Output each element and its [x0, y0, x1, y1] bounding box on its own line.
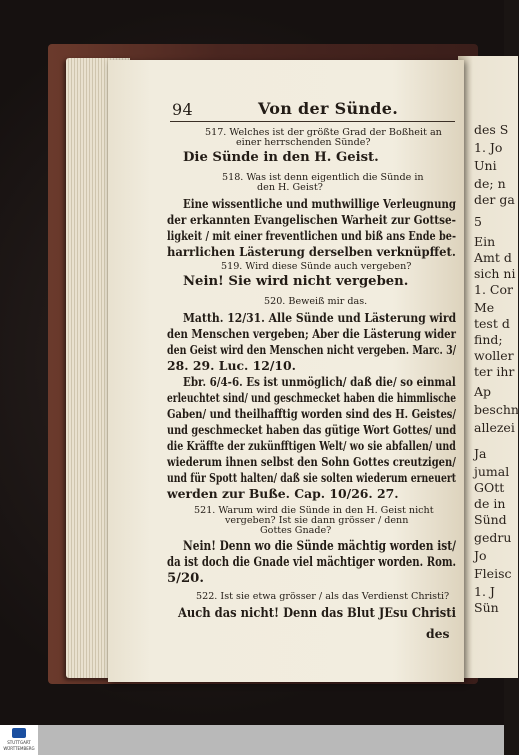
facing-text-line: de in: [474, 496, 506, 511]
text-line: 519. Wird diese Sünde auch vergeben?: [221, 261, 412, 272]
text-line: da ist doch die Gnade viel mächtiger worden. Rom.: [167, 555, 457, 570]
text-line: Nein! Sie wird nicht vergeben.: [183, 274, 409, 289]
text-line: der erkannten Evangelischen Warheit zur Gottse-: [167, 212, 456, 227]
text-line: 522. Ist sie etwa grösser / als das Verdienst Christi?: [196, 591, 450, 602]
facing-text-line: de; n: [474, 176, 506, 191]
facing-text-line: jumal: [474, 464, 510, 479]
facing-text-line: Sün: [474, 600, 499, 615]
facing-text-line: der ga: [474, 192, 515, 207]
text-line: und geschmecket haben das gütige Wort Gottes/ und: [167, 422, 457, 437]
facing-text-line: 1. J: [474, 584, 495, 599]
facing-text-line: ter ihr: [474, 364, 515, 379]
text-line: 5/20.: [167, 571, 204, 586]
facing-text-line: GOtt: [474, 480, 505, 495]
text-line: und für Spott halten/ daß sie solten wiederum erneuert: [167, 470, 457, 485]
facing-page: [458, 56, 518, 678]
text-line: den Menschen vergeben; Aber die Lästerung wider: [167, 326, 456, 341]
text-line: den Geist wird den Menschen nicht vergeben. Marc. 3/: [167, 342, 457, 357]
facing-text-line: 1. Jo: [474, 140, 503, 155]
text-line: Gottes Gnade?: [260, 525, 332, 536]
text-line: erleuchtet sind/ und geschmecket haben die himmlische: [167, 390, 457, 405]
text-line: 517. Welches ist der größte Grad der Boßheit an: [205, 127, 442, 138]
facing-text-line: allezei: [474, 420, 515, 435]
text-line: 521. Warum wird die Sünde in den H. Geist nicht: [194, 505, 434, 516]
facing-text-line: Me: [474, 300, 495, 315]
text-line: Auch das nicht! Denn das Blut JEsu Christi: [178, 606, 456, 621]
library-logo-line2: WÜRTTEMBERG: [3, 746, 35, 751]
facing-text-line: Sünd: [474, 512, 507, 527]
facing-text-line: sich ni: [474, 266, 516, 281]
header-rule: [170, 121, 455, 122]
text-line: 520. Beweiß mir das.: [264, 296, 368, 307]
facing-text-line: gedru: [474, 530, 512, 545]
text-line: Ebr. 6/4-6. Es ist unmöglich/ daß die/ so einmal: [183, 374, 456, 389]
text-line: Gaben/ und theilhafftig worden sind des H. Geistes/: [167, 406, 457, 421]
text-line: vergeben? Ist sie dann grösser / denn: [225, 515, 409, 526]
library-logo-line1: STUTTGART: [7, 740, 31, 745]
text-line: 518. Was ist denn eigentlich die Sünde in: [222, 172, 424, 183]
text-line: Die Sünde in den H. Geist.: [183, 150, 379, 165]
facing-text-line: test d: [474, 316, 510, 331]
library-logo-icon: [12, 728, 26, 738]
text-line: Nein! Denn wo die Sünde mächtig worden ist/: [183, 539, 457, 554]
text-line: ligkeit / mit einer freventlichen und biß ans Ende be-: [167, 228, 456, 243]
text-line: die Kräffte der zukünfftigen Welt/ wo sie abfallen/ und: [167, 438, 456, 453]
text-line: den H. Geist?: [257, 182, 323, 193]
facing-text-line: woller: [474, 348, 514, 363]
facing-text-line: Ein: [474, 234, 496, 249]
facing-text-line: Ap: [474, 384, 492, 399]
text-line: Eine wissentliche und muthwillige Verleugnung: [183, 196, 456, 211]
viewer-bottom-bar: [0, 725, 504, 755]
running-head: Von der Sünde.: [258, 99, 399, 118]
facing-text-line: 5: [474, 214, 482, 229]
text-line: harrlichen Lästerung derselben verknüpffet.: [167, 244, 456, 259]
facing-text-line: Jo: [474, 548, 487, 563]
text-line: wiederum ihnen selbst den Sohn Gottes creutzigen/: [167, 454, 456, 469]
text-line: 28. 29. Luc. 12/10.: [167, 358, 296, 373]
facing-text-line: Ja: [474, 446, 487, 461]
library-logo[interactable]: [0, 725, 38, 755]
text-line: Matth. 12/31. Alle Sünde und Lästerung wird: [183, 310, 457, 325]
text-line: werden zur Buße. Cap. 10/26. 27.: [167, 486, 399, 501]
facing-text-line: Uni: [474, 158, 497, 173]
facing-text-line: find;: [474, 332, 503, 347]
facing-text-line: Amt d: [474, 250, 512, 265]
page-number: 94: [172, 100, 193, 119]
text-line: einer herrschenden Sünde?: [236, 137, 371, 148]
facing-text-line: beschn: [474, 402, 519, 417]
facing-text-line: Fleisc: [474, 566, 512, 581]
text-line: des: [426, 626, 450, 641]
facing-text-line: 1. Cor: [474, 282, 513, 297]
facing-text-line: des S: [474, 122, 509, 137]
